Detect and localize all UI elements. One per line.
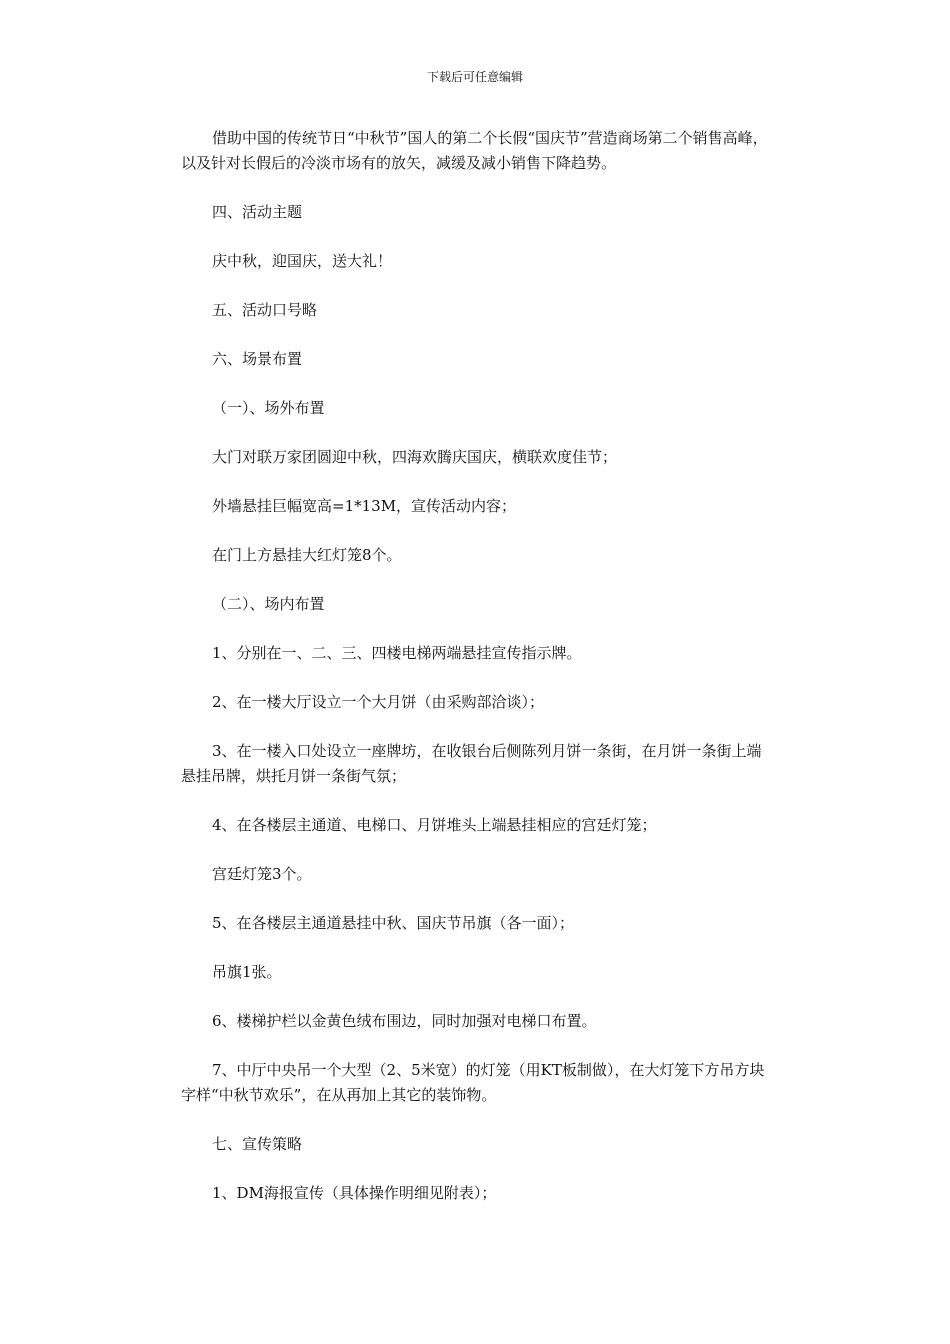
list-item-3: 3、在一楼入口处设立一座牌坊，在收银台后侧陈列月饼一条街，在月饼一条街上端悬挂吊牌，烘托月饼一条街气氛；: [181, 742, 762, 785]
list-item-4-note: 宫廷灯笼3个。: [212, 865, 312, 883]
paragraph-intro: 借助中国的传统节日“中秋节”国人的第二个长假“国庆节”营造商场第二个销售高峰，以及针对长假后的冷淡市场有的放矢，减缓及减小销售下降趋势。: [181, 129, 768, 172]
list-item-5-note: 吊旗1张。: [212, 963, 282, 981]
section-heading-slogan: 五、活动口号略: [212, 301, 318, 319]
list-item-2: 2、在一楼大厅设立一个大月饼（由采购部洽谈）；: [212, 693, 545, 711]
list-item-4: 4、在各楼层主通道、电梯口、月饼堆头上端悬挂相应的宫廷灯笼；: [212, 816, 657, 834]
document-body: [181, 126, 771, 1230]
list-item-5: 5、在各楼层主通道悬挂中秋、国庆节吊旗（各一面）；: [212, 914, 575, 932]
paragraph-theme: 庆中秋，迎国庆，送大礼！: [212, 252, 393, 270]
list-item-1: 1、分别在一、二、三、四楼电梯两端悬挂宣传指示牌。: [212, 644, 582, 662]
page-header-note: 下载后可任意编辑: [426, 70, 523, 84]
subsection-heading-indoor: （二）、场内布置: [212, 595, 325, 613]
paragraph-outdoor-1: 大门对联万家团圆迎中秋，四海欢腾庆国庆，横联欢度佳节；: [212, 448, 618, 466]
section-heading-layout: 六、场景布置: [212, 350, 303, 368]
subsection-heading-outdoor: （一）、场外布置: [212, 399, 325, 417]
section-heading-theme: 四、活动主题: [212, 203, 303, 221]
list-item-6: 6、楼梯护栏以金黄色绒布围边，同时加强对电梯口布置。: [212, 1012, 597, 1030]
list-item-7: 7、中厅中央吊一个大型（2、5米宽）的灯笼（用KT板制做），在大灯笼下方吊方块字样“中秋节欢乐”，在从再加上其它的装饰物。: [181, 1061, 765, 1104]
paragraph-outdoor-3: 在门上方悬挂大红灯笼8个。: [212, 546, 402, 564]
promotion-item-1: 1、DM海报宣传（具体操作明细见附表）；: [212, 1184, 497, 1202]
section-heading-promotion: 七、宣传策略: [212, 1135, 303, 1153]
paragraph-outdoor-2: 外墙悬挂巨幅宽高=1*13M，宣传活动内容；: [212, 497, 517, 515]
